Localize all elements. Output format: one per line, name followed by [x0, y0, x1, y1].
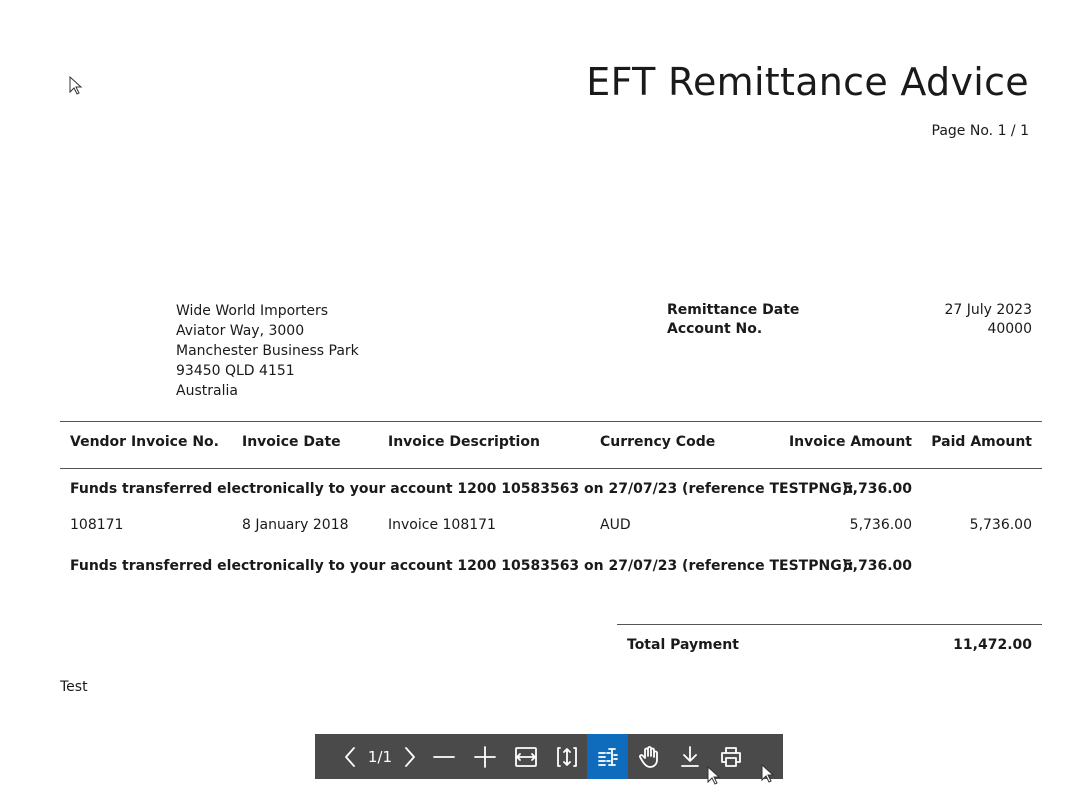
cell-paid-amount: 5,736.00 [969, 517, 1032, 533]
mouse-cursor-icon [707, 766, 721, 786]
hand-pan-icon [637, 745, 661, 769]
zoom-in-button[interactable] [464, 734, 505, 779]
address-line: Wide World Importers [176, 303, 329, 319]
previous-page-button[interactable] [337, 734, 365, 779]
zoom-in-icon [473, 745, 497, 769]
address-line: Manchester Business Park [176, 343, 359, 359]
cell-invoice-amount: 5,736.00 [849, 517, 912, 533]
transfer-note: Funds transferred electronically to your account 1200 10583563 on 27/07/23 (reference TESTPNG): [70, 481, 854, 497]
chevron-right-icon [397, 745, 421, 769]
report-title: EFT Remittance Advice [586, 60, 1029, 104]
remittance-date-label: Remittance Date [667, 302, 800, 318]
hand-pan-button[interactable] [628, 734, 669, 779]
fit-width-button[interactable] [505, 734, 546, 779]
account-no-label: Account No. [667, 321, 763, 337]
text-select-icon [596, 745, 620, 769]
col-header-invoice-date: Invoice Date [242, 434, 341, 450]
print-icon [719, 745, 743, 769]
chevron-left-icon [339, 745, 363, 769]
cell-vendor-invoice-no: 108171 [70, 517, 124, 533]
fit-width-icon [514, 745, 538, 769]
next-page-button[interactable] [395, 734, 423, 779]
download-button[interactable] [669, 734, 710, 779]
col-header-invoice-amount: Invoice Amount [788, 434, 912, 450]
address-line: 93450 QLD 4151 [176, 363, 295, 379]
mouse-cursor-icon [69, 76, 83, 96]
transfer-note: Funds transferred electronically to your account 1200 10583563 on 27/07/23 (reference TESTPNG): [70, 558, 854, 574]
cell-invoice-date: 8 January 2018 [242, 517, 349, 533]
download-icon [678, 745, 702, 769]
footer-text: Test [60, 679, 88, 695]
col-header-currency-code: Currency Code [600, 434, 716, 450]
zoom-out-icon [432, 745, 456, 769]
table-header-divider [60, 468, 1042, 469]
col-header-vendor-invoice-no: Vendor Invoice No. [70, 434, 219, 450]
total-divider [617, 624, 1042, 625]
fit-page-button[interactable] [546, 734, 587, 779]
cell-invoice-description: Invoice 108171 [388, 517, 496, 533]
table-top-divider [60, 421, 1042, 422]
vendor-address [176, 301, 359, 401]
page-number: Page No. 1 / 1 [931, 123, 1029, 139]
total-payment-value: 11,472.00 [953, 637, 1032, 653]
text-select-button[interactable] [587, 734, 628, 779]
mouse-cursor-icon [761, 764, 775, 784]
fit-page-icon [555, 745, 579, 769]
cell-currency-code: AUD [600, 517, 631, 533]
transfer-amount: 5,736.00 [842, 558, 912, 574]
page-indicator: 1/1 [367, 747, 393, 766]
remittance-date-value: 27 July 2023 [944, 302, 1032, 318]
col-header-paid-amount: Paid Amount [931, 434, 1032, 450]
transfer-amount: 5,736.00 [842, 481, 912, 497]
address-line: Australia [176, 383, 238, 399]
address-line: Aviator Way, 3000 [176, 323, 305, 339]
account-no-value: 40000 [987, 321, 1032, 337]
zoom-out-button[interactable] [423, 734, 464, 779]
total-payment-label: Total Payment [627, 637, 739, 653]
col-header-invoice-description: Invoice Description [388, 434, 540, 450]
